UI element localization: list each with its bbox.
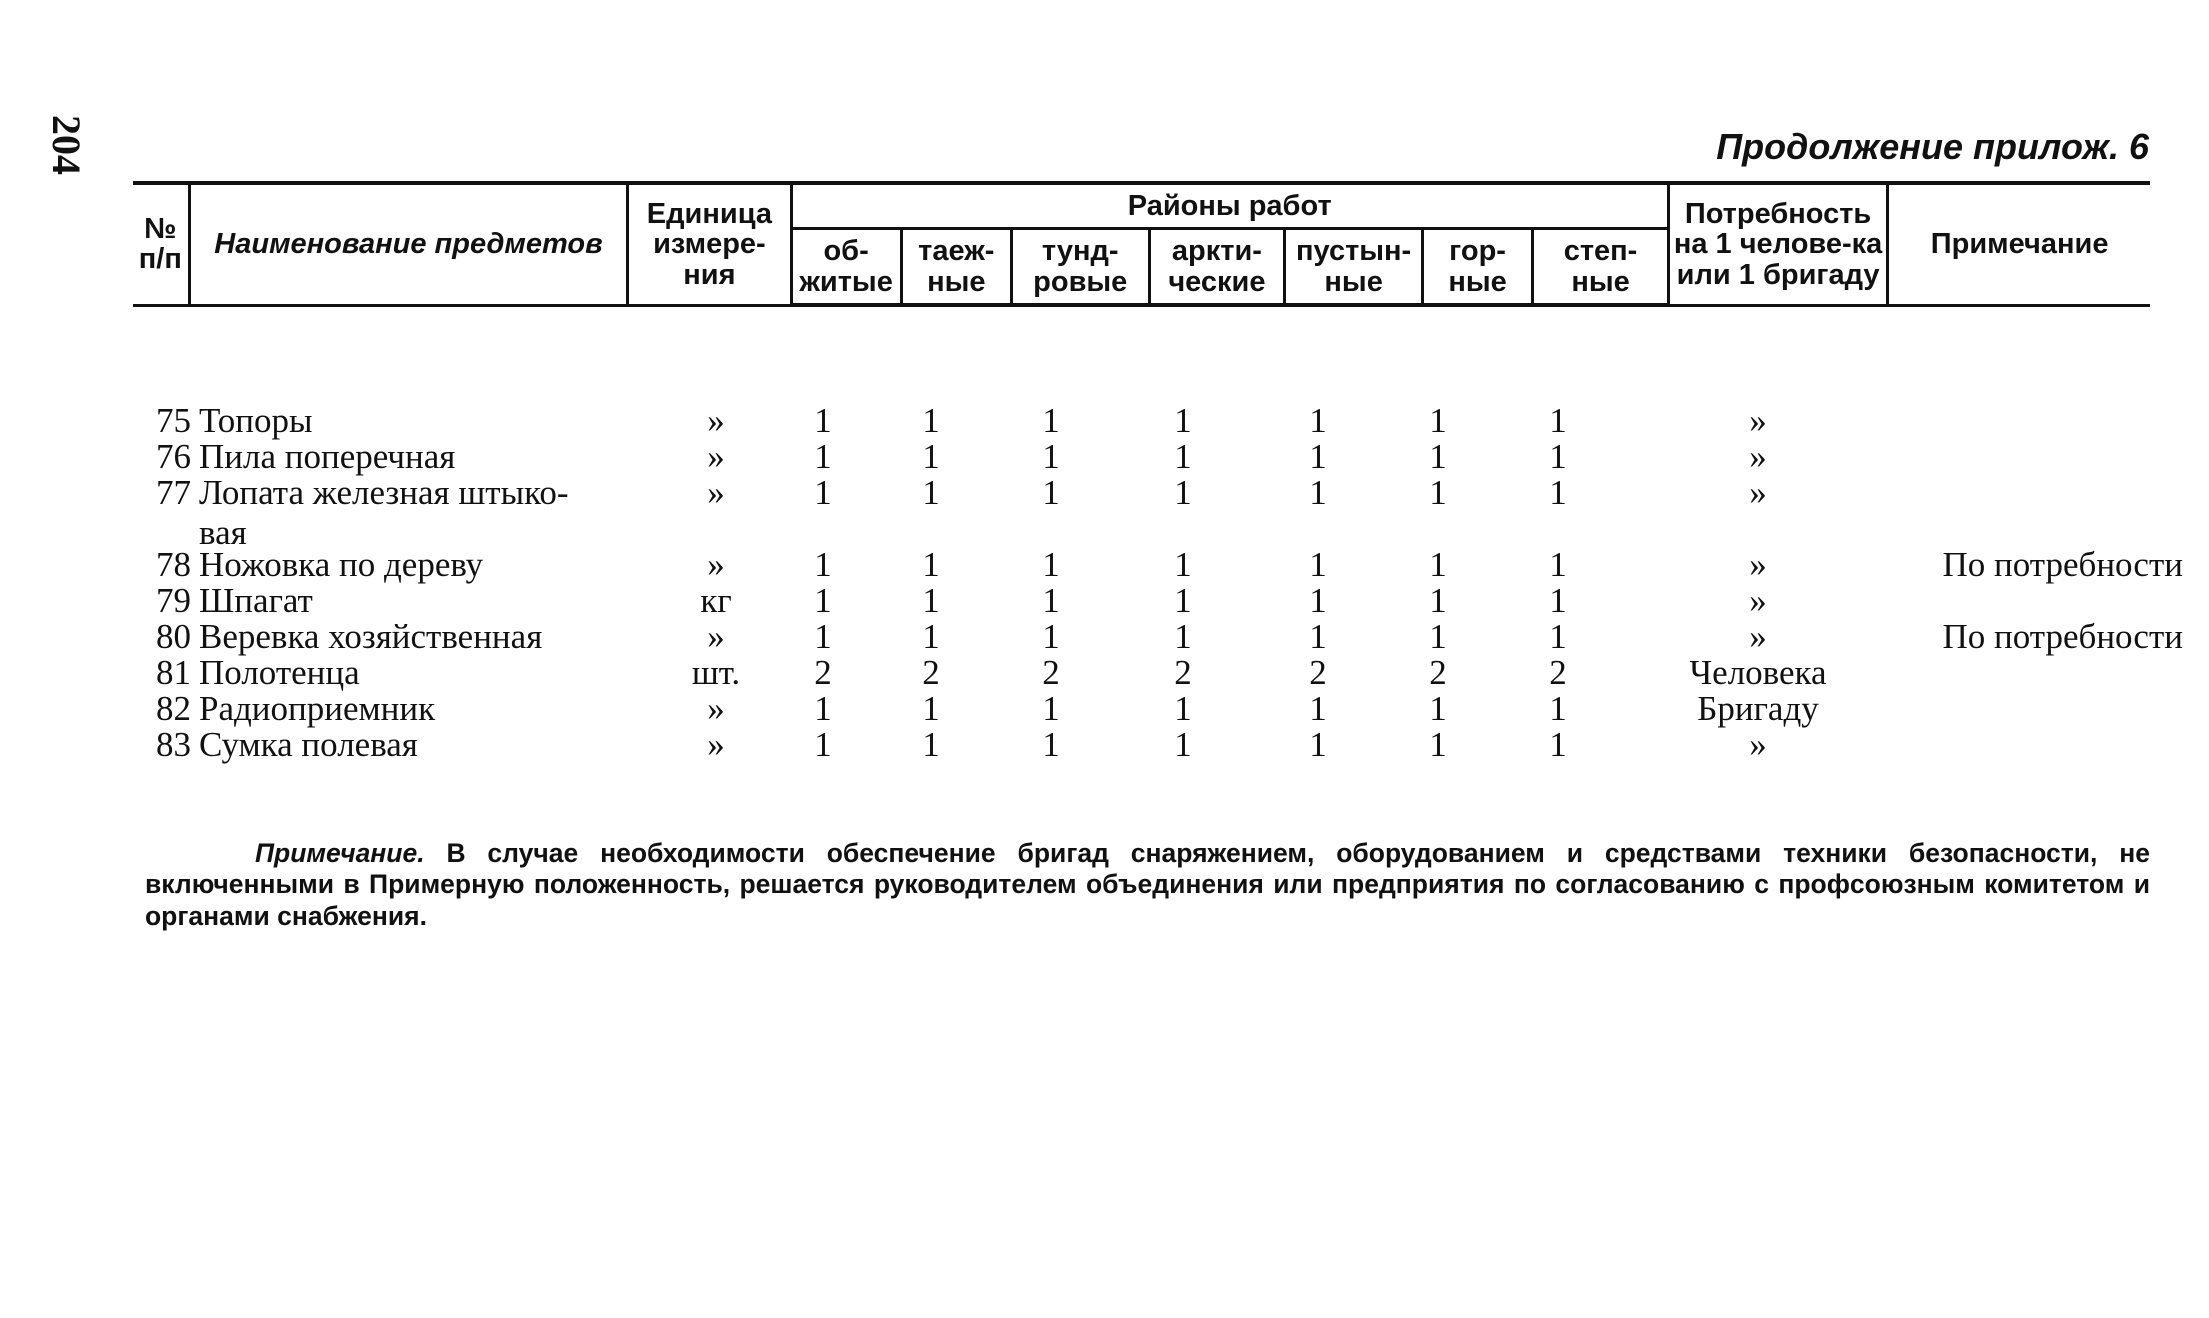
table-row [133, 581, 2150, 620]
row-value: 1 [814, 401, 832, 440]
header-name: Наименование предметов [189, 183, 628, 305]
header-region-5: гор-ные [1422, 229, 1532, 305]
row-unit: » [707, 617, 725, 656]
row-note: По потребности [1942, 545, 2183, 584]
row-value: 1 [1549, 545, 1567, 584]
row-name [199, 473, 619, 553]
row-value: 1 [814, 581, 832, 620]
row-value: 1 [922, 581, 940, 620]
continuation-caption: Продолжение прилож. 6 [1716, 126, 2149, 167]
table-row [133, 545, 2183, 584]
row-number: 83 [156, 725, 191, 764]
table-row [133, 689, 2150, 728]
row-value: 1 [1042, 689, 1060, 728]
row-need: » [1749, 401, 1767, 440]
row-value: 1 [1042, 617, 1060, 656]
row-value: 1 [922, 437, 940, 476]
header-region-2: тунд-ровые [1011, 229, 1149, 305]
row-value: 1 [1429, 545, 1447, 584]
row-value: 1 [1174, 545, 1192, 584]
row-name-line-1: Лопата железная штыко- [199, 473, 569, 512]
row-value: 1 [1549, 581, 1567, 620]
row-value: 1 [1042, 401, 1060, 440]
row-value: 2 [814, 653, 832, 692]
footnote-lead: Примечание. [255, 838, 425, 868]
row-value: 1 [1549, 473, 1567, 512]
table-row [133, 401, 2150, 440]
row-value: 2 [1549, 653, 1567, 692]
row-name-line-2: вая [199, 513, 247, 552]
row-value: 1 [1174, 473, 1192, 512]
row-unit: » [707, 545, 725, 584]
row-value: 1 [922, 725, 940, 764]
row-name: Ножовка по дереву [199, 545, 484, 584]
row-need: » [1749, 581, 1767, 620]
row-value: 2 [1174, 653, 1192, 692]
footnote [145, 838, 2150, 932]
row-value: 1 [922, 473, 940, 512]
row-unit: кг [700, 581, 732, 620]
row-unit: » [707, 689, 725, 728]
row-name: Шпагат [199, 581, 313, 620]
footnote-text: В случае необходимости обеспечение бригад снаряжением, оборудованием и средствами техники безопасности, не включенными в Примерную положенность, решается руководителем объединения или предприятия по согласованию с профсоюзным комитетом и органами снабжения. [145, 838, 2150, 931]
header-region-6: степ-ные [1533, 229, 1669, 305]
row-value: 1 [1309, 617, 1327, 656]
header-region-4: пустын-ные [1285, 229, 1423, 305]
row-value: 1 [922, 401, 940, 440]
table-row [133, 617, 2183, 656]
table-row [133, 437, 2150, 476]
header-region-3: аркти-ческие [1149, 229, 1285, 305]
row-value: 1 [1174, 581, 1192, 620]
row-value: 2 [922, 653, 940, 692]
row-value: 1 [922, 617, 940, 656]
row-value: 1 [922, 689, 940, 728]
row-value: 1 [814, 617, 832, 656]
row-need: » [1749, 437, 1767, 476]
row-value: 1 [1549, 689, 1567, 728]
row-number: 82 [156, 689, 191, 728]
row-name: Веревка хозяйственная [199, 617, 543, 656]
row-value: 1 [814, 545, 832, 584]
row-number: 77 [156, 473, 191, 512]
row-value: 1 [1042, 581, 1060, 620]
row-unit: » [707, 725, 725, 764]
row-need: » [1749, 473, 1767, 512]
row-value: 1 [814, 689, 832, 728]
row-name: Полотенца [199, 653, 360, 692]
table-body [133, 401, 2183, 764]
row-value: 1 [1309, 581, 1327, 620]
row-value: 1 [1549, 725, 1567, 764]
row-unit: » [707, 437, 725, 476]
row-name: Радиоприемник [199, 689, 436, 728]
row-number: 76 [156, 437, 191, 476]
row-value: 1 [1174, 617, 1192, 656]
row-value: 1 [1429, 581, 1447, 620]
header-need: Потребность на 1 челове-ка или 1 бригаду [1668, 183, 1887, 305]
row-value: 1 [1174, 437, 1192, 476]
row-number: 80 [156, 617, 191, 656]
row-value: 1 [1309, 545, 1327, 584]
page-number: 204 [44, 115, 89, 175]
row-value: 1 [1042, 725, 1060, 764]
row-value: 1 [1042, 545, 1060, 584]
equipment-table [133, 181, 2183, 764]
row-value: 1 [1309, 689, 1327, 728]
row-value: 1 [1429, 689, 1447, 728]
row-value: 1 [1309, 437, 1327, 476]
row-value: 1 [1549, 617, 1567, 656]
row-need: » [1749, 725, 1767, 764]
row-number: 81 [156, 653, 191, 692]
table-header [133, 181, 2150, 307]
row-value: 1 [1309, 473, 1327, 512]
row-need: » [1749, 617, 1767, 656]
row-value: 2 [1042, 653, 1060, 692]
row-value: 1 [1309, 725, 1327, 764]
row-value: 1 [1429, 617, 1447, 656]
row-value: 1 [1429, 473, 1447, 512]
row-value: 1 [1549, 437, 1567, 476]
row-value: 1 [814, 725, 832, 764]
row-need: Человека [1689, 653, 1827, 692]
row-unit: » [707, 401, 725, 440]
table-row [133, 653, 2150, 692]
row-name: Сумка полевая [199, 725, 418, 764]
row-number: 79 [156, 581, 191, 620]
row-value: 1 [1309, 401, 1327, 440]
row-value: 2 [1309, 653, 1327, 692]
header-region-0: об-житые [791, 229, 901, 305]
row-name: Топоры [199, 401, 313, 440]
header-region-1: таеж-ные [901, 229, 1011, 305]
row-unit: » [707, 473, 725, 512]
row-need: » [1749, 545, 1767, 584]
row-unit: шт. [691, 653, 741, 692]
row-value: 1 [1042, 473, 1060, 512]
row-value: 1 [1429, 437, 1447, 476]
row-value: 1 [1174, 689, 1192, 728]
row-number: 75 [156, 401, 191, 440]
row-value: 1 [1429, 401, 1447, 440]
row-value: 2 [1429, 653, 1447, 692]
table-row [133, 473, 2150, 552]
row-value: 1 [922, 545, 940, 584]
header-no: № п/п [133, 183, 189, 305]
row-value: 1 [1174, 401, 1192, 440]
row-value: 1 [1549, 401, 1567, 440]
row-need: Бригаду [1697, 689, 1819, 728]
header-regions: Районы работ [791, 183, 1668, 229]
row-number: 78 [156, 545, 191, 584]
row-value: 1 [814, 473, 832, 512]
row-value: 1 [1042, 437, 1060, 476]
row-value: 1 [814, 437, 832, 476]
row-value: 1 [1429, 725, 1447, 764]
row-value: 1 [1174, 725, 1192, 764]
header-unit: Единица измере-ния [628, 183, 791, 305]
header-note: Примечание [1888, 183, 2150, 305]
row-name: Пила поперечная [199, 437, 456, 476]
table-row [133, 725, 2150, 764]
row-note: По потребности [1942, 617, 2183, 656]
